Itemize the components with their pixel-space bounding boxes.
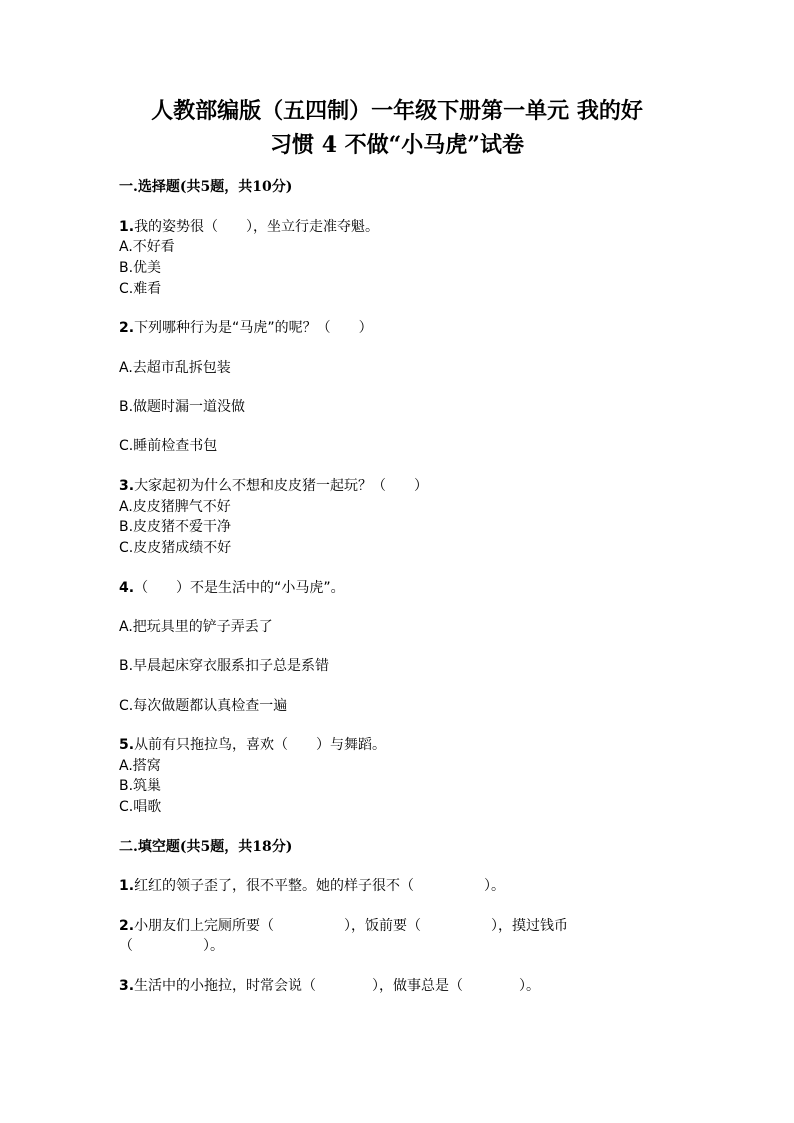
option-a: A.把玩具里的铲子弄丢了 — [119, 619, 273, 635]
fill-question-1 — [119, 876, 505, 896]
option-c: C.唱歌 — [119, 799, 162, 815]
option-b: B.早晨起床穿衣服系扣子总是系错 — [119, 658, 330, 674]
question-number: 3. — [119, 978, 135, 994]
question-number: 1. — [119, 219, 135, 235]
question-stem: 小朋友们上完厕所要（ ），饭前要（ ），摸过钱币 — [134, 918, 569, 934]
question-4 — [119, 578, 345, 598]
section-heading-choice: 一.选择题(共5题，共10分) — [119, 179, 293, 195]
question-stem: 生活中的小拖拉，时常会说（ ），做事总是（ ）。 — [134, 978, 541, 994]
option-a: A.皮皮猪脾气不好 — [119, 499, 231, 515]
question-number: 1. — [119, 878, 135, 894]
option-b: B.筑巢 — [119, 778, 162, 794]
question-1 — [119, 217, 379, 237]
fill-question-2-continuation: （ ）。 — [119, 938, 224, 954]
option-c: C.难看 — [119, 281, 162, 297]
question-5 — [119, 735, 386, 755]
question-stem: 下列哪种行为是“马虎”的呢？（ ） — [134, 320, 373, 336]
question-2 — [119, 318, 373, 338]
option-b: B.优美 — [119, 260, 162, 276]
page-title-line2: 习惯 4 不做“小马虎”试卷 — [270, 132, 524, 158]
question-number: 3. — [119, 478, 135, 494]
question-number: 4. — [119, 580, 135, 596]
question-stem: 从前有只拖拉鸟，喜欢（ ）与舞蹈。 — [134, 737, 387, 753]
option-a: A.去超市乱拆包装 — [119, 360, 231, 376]
question-number: 2. — [119, 918, 135, 934]
option-b: B.皮皮猪不爱干净 — [119, 519, 232, 535]
question-stem: 红红的领子歪了，很不平整。她的样子很不（ ）。 — [134, 878, 506, 894]
question-3 — [119, 476, 428, 496]
option-c: C.睡前检查书包 — [119, 438, 218, 454]
option-a: A.不好看 — [119, 239, 175, 255]
question-stem: 大家起初为什么不想和皮皮猪一起玩？（ ） — [134, 478, 429, 494]
question-stem: 我的姿势很（ ），坐立行走准夺魁。 — [134, 219, 380, 235]
section-heading-fill-blank: 二.填空题(共5题，共18分) — [119, 839, 293, 855]
option-c: C.皮皮猪成绩不好 — [119, 540, 232, 556]
question-number: 2. — [119, 320, 135, 336]
question-stem: （ ）不是生活中的“小马虎”。 — [134, 580, 345, 596]
option-b: B.做题时漏一道没做 — [119, 399, 246, 415]
page-title-line1: 人教部编版（五四制）一年级下册第一单元 我的好 — [151, 98, 643, 124]
option-a: A.搭窝 — [119, 758, 161, 774]
fill-question-3 — [119, 976, 540, 996]
fill-question-2 — [119, 916, 568, 936]
option-c: C.每次做题都认真检查一遍 — [119, 698, 288, 714]
question-number: 5. — [119, 737, 135, 753]
